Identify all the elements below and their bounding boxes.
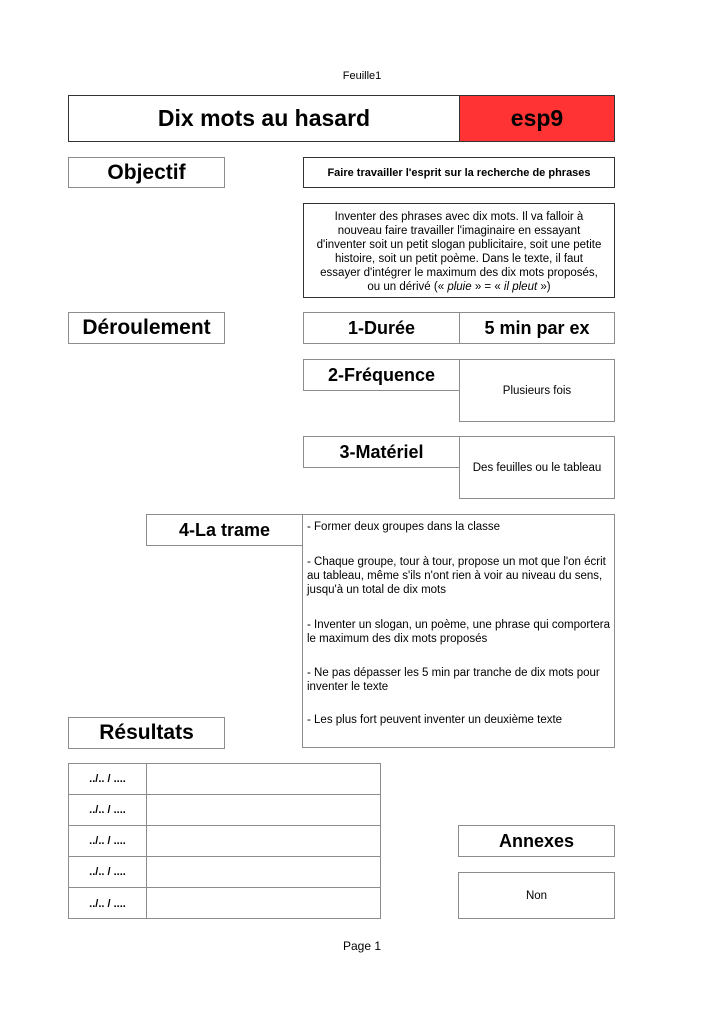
objective-label: Objectif [68,157,225,188]
activity-title: Dix mots au hasard [68,95,460,142]
result-value[interactable] [147,857,380,887]
deroulement-label: Déroulement [68,312,225,344]
objective-description [303,203,615,298]
trame-steps [302,514,615,748]
trame-step: - Former deux groupes dans la classe [307,521,501,533]
description-line: Inventer des phrases avec dix mots. Il va falloir à [334,210,584,223]
trame-step: - Les plus fort peuvent inventer un deuxième texte [307,714,563,726]
description-line-last [367,280,550,294]
table-row [69,857,380,888]
trame-step: - Inventer un slogan, un poème, une phrase qui comportera le maximum des dix mots proposés [307,619,611,645]
frequence-label: 2-Fréquence [303,359,460,391]
table-row [69,888,380,919]
sheet-name: Feuille1 [342,70,382,82]
result-date[interactable]: ../.. / .... [69,888,147,919]
result-date[interactable]: ../.. / .... [69,826,147,856]
trame-step: - Ne pas dépasser les 5 min par tranche de dix mots pour inventer le texte [307,667,600,693]
table-row [69,826,380,857]
frequence-value: Plusieurs fois [459,359,615,422]
trame-step: - Chaque groupe, tour à tour, propose un mot que l'on écrit au tableau, même s'ils n'ont rien à voir au niveau du sens, jusqu'à un total de dix mots [307,556,606,596]
description-line: d'inventer soit un petit slogan publicitaire, soit une petite [316,238,602,251]
objective-summary: Faire travailler l'esprit sur la recherche de phrases [303,157,615,188]
duree-value: 5 min par ex [459,312,615,344]
annexes-label: Annexes [458,825,615,857]
result-value[interactable] [147,795,380,825]
text-fragment: ») [537,280,551,293]
text-fragment: » = « [471,280,504,293]
description-line: histoire, soit un petit poème. Dans le texte, il faut [334,252,584,265]
page-number: Page 1 [342,939,382,953]
example-word: pluie [447,280,472,293]
result-date[interactable]: ../.. / .... [69,857,147,887]
resultats-label: Résultats [68,717,225,749]
results-table [68,763,381,919]
materiel-value: Des feuilles ou le tableau [459,436,615,499]
result-date[interactable]: ../.. / .... [69,764,147,794]
example-derived: il pleut [503,280,538,293]
annexes-value: Non [458,872,615,919]
activity-code: esp9 [459,95,615,142]
result-value[interactable] [147,764,380,794]
result-value[interactable] [147,888,380,919]
result-value[interactable] [147,826,380,856]
table-row [69,795,380,826]
trame-label: 4-La trame [146,514,303,546]
table-row [69,764,380,795]
text-fragment: ou un dérivé (« [367,280,448,293]
description-line: nouveau faire travailler l'imaginaire en essayant [337,224,581,237]
duree-label: 1-Durée [303,312,460,344]
materiel-label: 3-Matériel [303,436,460,468]
result-date[interactable]: ../.. / .... [69,795,147,825]
description-line: essayer d'intégrer le maximum des dix mots proposés, [320,266,598,279]
